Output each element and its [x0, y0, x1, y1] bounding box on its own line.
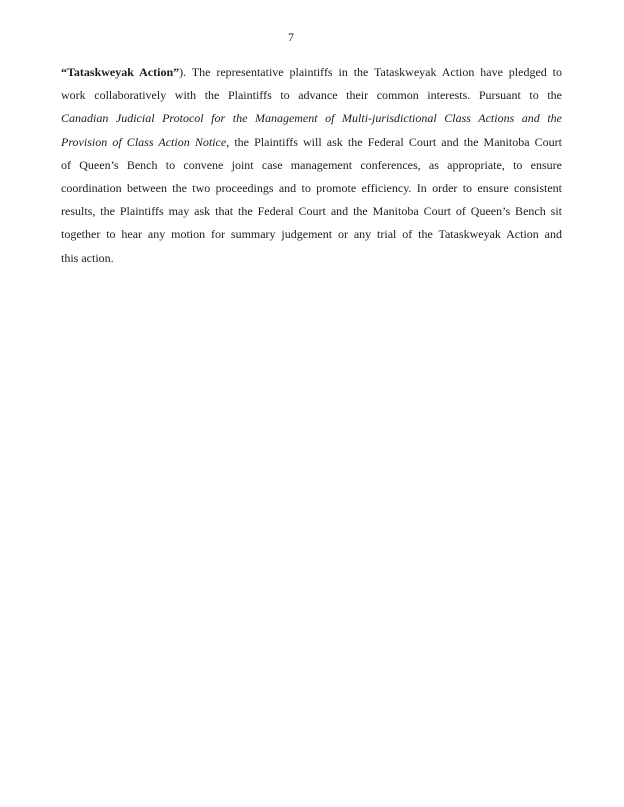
- paragraph-line: [61, 84, 562, 107]
- text-segment-regular: this action.: [61, 250, 114, 265]
- text-segment-regular: together to hear any motion for summary judgement or any trial of the Tataskweyak Action and: [61, 227, 562, 242]
- text-segment-regular: , the Plaintiffs will ask the Federal Court and the Manitoba Court: [226, 134, 562, 149]
- text-segment-italic: Canadian Judicial Protocol for the Management of Multi-jurisdictional Class Actions and the: [61, 111, 562, 126]
- text-segment-regular: work collaboratively with the Plaintiffs to advance their common interests. Pursuant to the: [61, 88, 562, 103]
- text-segment-bold: “Tataskweyak Action”: [61, 65, 180, 79]
- text-segment-regular: coordination between the two proceedings and to promote efficiency. In order to ensure consistent: [61, 180, 562, 195]
- paragraph-line: [61, 61, 562, 84]
- paragraph-line: [61, 177, 562, 200]
- page-number: 7: [288, 30, 294, 44]
- text-segment-regular: ). The representative plaintiffs in the Tataskweyak Action have pledged to: [179, 65, 562, 79]
- text-segment-regular: of Queen’s Bench to convene joint case management conferences, as appropriate, to ensure: [61, 157, 562, 172]
- paragraph-line: [61, 154, 562, 177]
- paragraph-line: [61, 247, 562, 270]
- text-segment-italic: Provision of Class Action Notice: [61, 134, 227, 149]
- paragraph-line: [61, 223, 562, 246]
- body-paragraph: [61, 61, 562, 270]
- paragraph-line: [61, 131, 562, 154]
- text-segment-regular: results, the Plaintiffs may ask that the Federal Court and the Manitoba Court of Queen’s Bench sit: [61, 204, 562, 219]
- paragraph-line: [61, 107, 562, 130]
- paragraph-line: [61, 200, 562, 223]
